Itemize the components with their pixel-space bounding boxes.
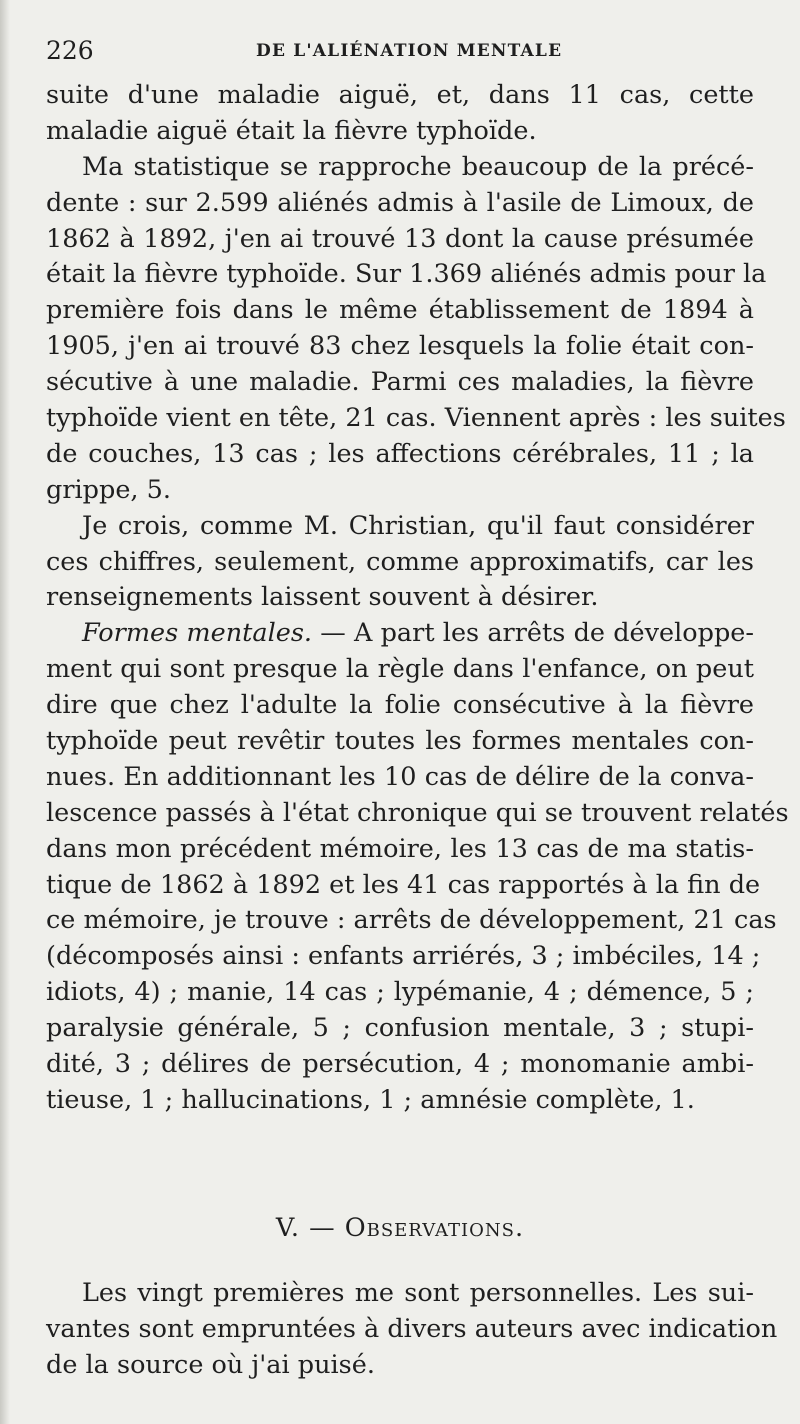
text-line: nues. En additionnant les 10 cas de délire de la conva- [46,761,754,792]
text-line: Je crois, comme M. Christian, qu'il faut considérer [82,510,754,541]
subsection-title: Formes mentales. [82,618,313,649]
text-line: 1905, j'en ai trouvé 83 chez lesquels la folie était con- [46,331,754,362]
text-line: ce mémoire, je trouve : arrêts de développement, 21 cas [46,905,777,936]
text-line: paralysie générale, 5 ; confusion mentale, 3 ; stupi- [46,1013,754,1044]
text-line: vantes sont empruntées à divers auteurs avec indication [46,1313,778,1344]
text-line: dente : sur 2.599 aliénés admis à l'asile de Limoux, de [46,187,754,218]
text-line: grippe, 5. [46,474,171,505]
text-line: Ma statistique se rapproche beaucoup de la précé- [82,151,754,182]
text-line [46,616,754,652]
text-line: ces chiffres, seulement, comme approximatifs, car les [46,546,754,577]
text-line: renseignements laissent souvent à désirer. [46,582,599,613]
text-line: tieuse, 1 ; hallucinations, 1 ; amnésie complète, 1. [46,1084,695,1115]
closing-paragraph [46,1276,778,1384]
text-line: suite d'une maladie aiguë, et, dans 11 cas, cette [46,80,754,110]
page-number: 226 [46,36,94,65]
text-line: dans mon précédent mémoire, les 13 cas de ma statis- [46,833,754,864]
running-head [46,36,756,66]
text-line: typhoïde vient en tête, 21 cas. Viennent après : les suites [46,403,786,434]
text-line: dité, 3 ; délires de persécution, 4 ; monomanie ambi- [46,1049,754,1080]
body-text [46,78,789,1119]
text-line: (décomposés ainsi : enfants arriérés, 3 ; imbéciles, 14 ; [46,941,761,972]
text-line: ment qui sont presque la règle dans l'enfance, on peut [46,654,754,685]
text-line: idiots, 4) ; manie, 14 cas ; lypémanie, 4 ; démence, 5 ; [46,977,754,1008]
text-line: maladie aiguë était la fièvre typhoïde. [46,115,537,146]
text-line: Les vingt premières me sont personnelles. Les sui- [82,1278,754,1308]
text-line: de la source où j'ai puisé. [46,1349,375,1380]
text-line: était la fièvre typhoïde. Sur 1.369 aliénés admis pour la [46,259,767,290]
running-head-title: DE L'ALIÉNATION MENTALE [256,41,563,61]
text-line-rest: — A part les arrêts de développe- [312,618,754,649]
text-line: tique de 1862 à 1892 et les 41 cas rapportés à la fin de [46,869,761,900]
text-line: dire que chez l'adulte la folie consécutive à la fièvre [46,690,754,721]
section-heading: V. — Observations. [275,1213,525,1243]
text-line: typhoïde peut revêtir toutes les formes mentales con- [46,726,754,757]
text-line: première fois dans le même établissement de 1894 à [46,295,754,326]
text-line: lescence passés à l'état chronique qui se trouvent relatés [46,797,789,828]
text-line: sécutive à une maladie. Parmi ces maladies, la fièvre [46,367,754,398]
text-line: de couches, 13 cas ; les affections cérébrales, 11 ; la [46,438,754,469]
text-line: 1862 à 1892, j'en ai trouvé 13 dont la cause présumée [46,223,754,254]
page-gutter-shadow [0,0,10,1424]
